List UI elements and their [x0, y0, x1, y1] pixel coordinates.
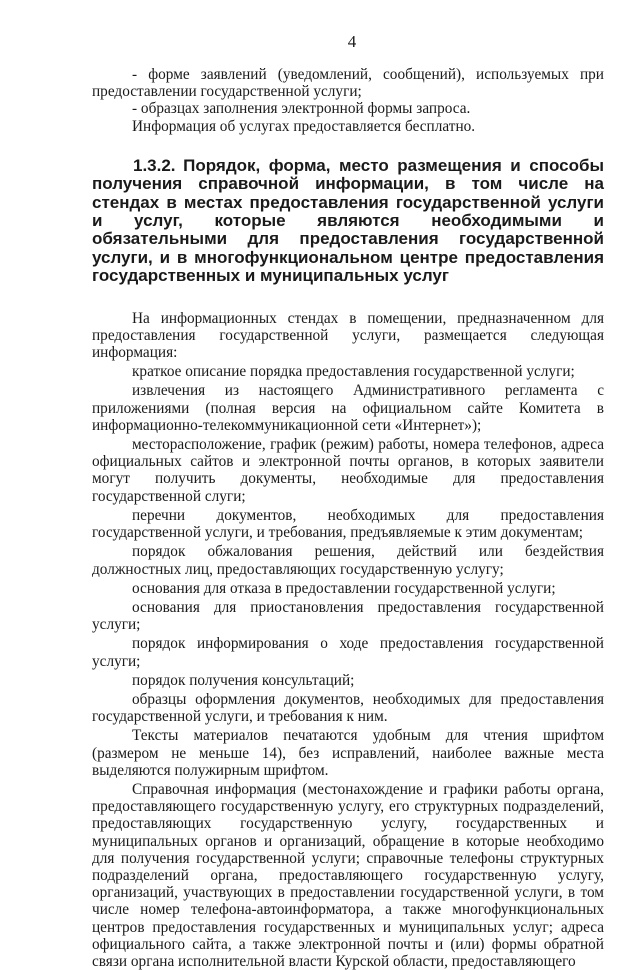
paragraph-item-progress: порядок информирования о ходе предоставления государственной услуги;: [92, 635, 604, 670]
paragraph-item-appeals: порядок обжалования решения, действий или бездействия должностных лиц, предоставляющих государственную услугу;: [92, 543, 604, 578]
intro-bullet-samples: - образцах заполнения электронной формы запроса.: [132, 100, 471, 118]
intro-bullet-forms: - форме заявлений (уведомлений, сообщений), используемых при предоставлении государственной услуги;: [92, 66, 604, 101]
paragraph-stands-intro: На информационных стендах в помещении, предназначенном для предоставления государственной услуги, размещается следующая информация:: [92, 309, 604, 362]
paragraph-font-requirements: Тексты материалов печатаются удобным для чтения шрифтом (размером не меньше 14), без исправлений, наиболее важные места выделяются полужирным шрифтом.: [92, 727, 604, 779]
paragraph-item-consultations: порядок получения консультаций;: [132, 671, 355, 689]
paragraph-item-document-lists: перечни документов, необходимых для предоставления государственной услуги, и требования, предъявляемые к этим документам;: [92, 506, 604, 542]
paragraph-item-suspension: основания для приостановления предоставления государственной услуги;: [92, 598, 604, 634]
paragraph-item-locations: месторасположение, график (режим) работы, номера телефонов, адреса официальных сайтов и электронной почты органов, в которых заявители могут получить документы, необходимые для предоставления государственной слуги;: [92, 436, 604, 505]
paragraph-item-refusal: основания для отказа в предоставлении государственной услуги;: [132, 579, 556, 597]
section-number: 1.3.2.: [133, 155, 176, 175]
paragraph-item-extracts: извлечения из настоящего Административного регламента с приложениями (полная версия на официальном сайте Комитета в информационно-телекоммуникационной сети «Интернет»);: [92, 382, 604, 434]
intro-free-note: Информация об услугах предоставляется бесплатно.: [132, 117, 476, 135]
page-number: 4: [347, 32, 357, 51]
paragraph-reference-info: Справочная информация (местонахождение и графики работы органа, предоставляющего государственную услугу, его структурных подразделений, предоставляющих государственную услугу, государственных и муниципальных органов и организаций, обращение в которые необходимо для получения государственной услуги; справочные телефоны структурных подразделений органа, предоставляющего государственную услугу, организаций, участвующих в предоставлении государственной услуги, в том числе номер телефона-автоинформатора, а также многофункциональных центров предоставления государственных и муниципальных услуг; адреса официального сайта, а также электронной почты и (или) формы обратной связи органа исполнительной власти Курской области, предоставляющего: [92, 780, 604, 970]
section-title: Порядок, форма, место размещения и способы получения справочной информации, в том числе на стендах в местах предоставления государственной услуги и услуг, которые являются необходимыми и обязательными для предоставления государственной услуги, и в многофункциональном центре предоставления государственных и муниципальных услуг: [92, 155, 604, 286]
paragraph-item-samples: образцы оформления документов, необходимых для предоставления государственной услуги, и требования к ним.: [92, 690, 604, 726]
paragraph-item-description: краткое описание порядка предоставления государственной услуги;: [132, 363, 575, 381]
section-heading: [92, 157, 604, 286]
